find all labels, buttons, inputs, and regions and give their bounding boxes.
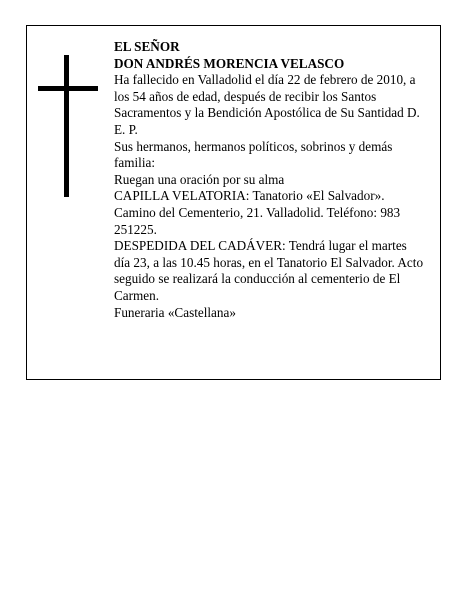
family-mourners: Sus hermanos, hermanos políticos, sobrinos y demás familia: bbox=[114, 138, 393, 171]
notice-heading-title: EL SEÑOR bbox=[114, 39, 180, 54]
notice-body bbox=[114, 39, 426, 321]
wake-chapel-info: CAPILLA VELATORIA: Tanatorio «El Salvador». Camino del Cementerio, 21. Valladolid. Teléfono: 983 251225. bbox=[114, 188, 401, 237]
cross-vertical-bar bbox=[64, 55, 69, 197]
funeral-home: Funeraria «Castellana» bbox=[114, 304, 236, 320]
prayer-request: Ruegan una oración por su alma bbox=[114, 171, 285, 187]
cross-icon bbox=[38, 55, 98, 197]
funeral-farewell-info: DESPEDIDA DEL CADÁVER: Tendrá lugar el martes día 23, a las 10.45 horas, en el Tanatorio El Salvador. Acto seguido se realizará la conducción al cementerio de El Carmen. bbox=[114, 238, 424, 303]
cross-horizontal-bar bbox=[38, 86, 98, 91]
deceased-name: DON ANDRÉS MORENCIA VELASCO bbox=[114, 55, 345, 71]
death-announcement: Ha fallecido en Valladolid el día 22 de febrero de 2010, a los 54 años de edad, después de recibir los Santos Sacramentos y la Bendición Apostólica de Su Santidad D. E. P. bbox=[114, 72, 420, 137]
